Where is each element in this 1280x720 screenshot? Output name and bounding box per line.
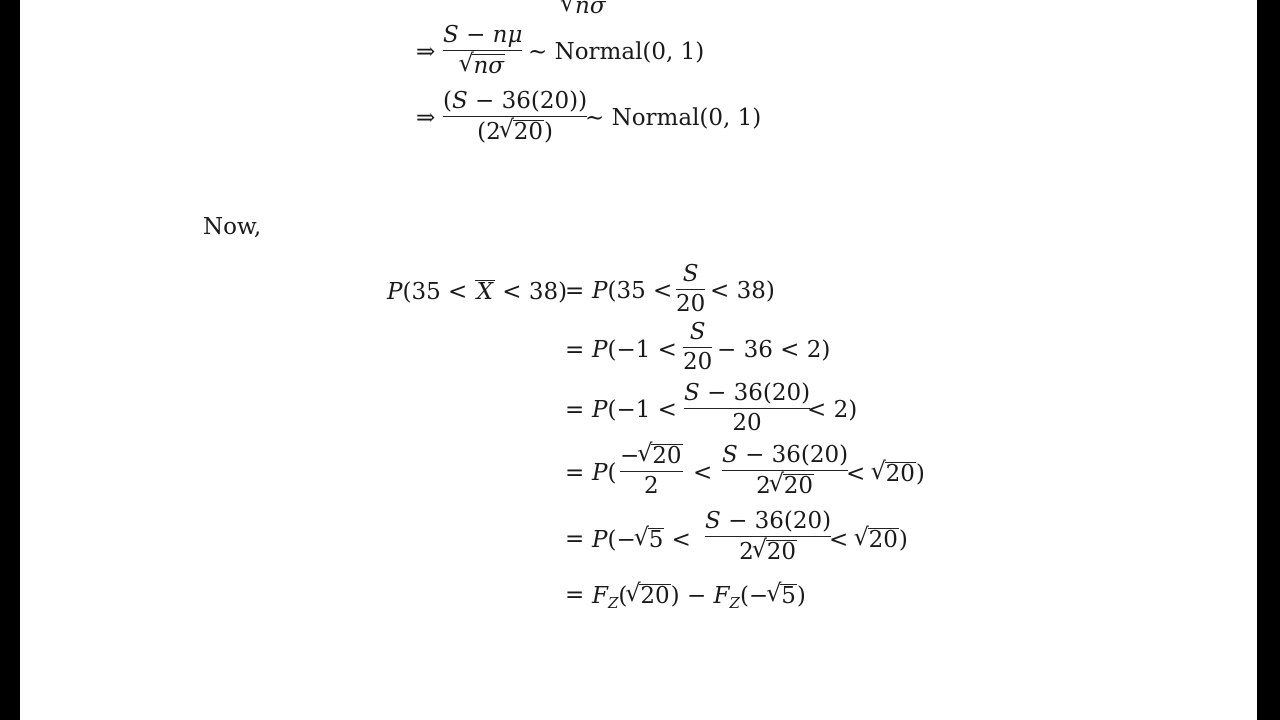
- numerator: −√ 20: [620, 444, 683, 468]
- fraction-bar: [705, 536, 831, 537]
- numerator: S − 36(20): [684, 380, 811, 406]
- step-1-equals: =: [565, 278, 585, 304]
- partial-denominator: √ nσ: [562, 0, 607, 18]
- step-3-pre: P(−1 <: [592, 397, 677, 423]
- fraction-bar: [676, 289, 705, 290]
- implies-arrow-1: ⇒: [416, 39, 436, 65]
- step-6-equals: =: [565, 582, 585, 608]
- step-2-equals: =: [565, 337, 585, 363]
- normal-relation-1: ∼ Normal(0, 1): [528, 39, 705, 65]
- denominator: 2√ 20: [739, 540, 797, 564]
- denominator: 2√ 20: [756, 474, 814, 498]
- step-4-mid: <: [693, 460, 713, 486]
- fraction-bar: [620, 471, 683, 472]
- step-5-post: < √ 20): [829, 528, 908, 552]
- step-2-pre: P(−1 <: [592, 337, 677, 363]
- step-4-fraction-right: [722, 444, 848, 498]
- denominator: 20: [683, 349, 713, 375]
- numerator: S − 36(20): [705, 508, 832, 534]
- step-5-equals: =: [565, 526, 585, 552]
- step-1-fraction: [676, 263, 705, 316]
- step-4-fraction-left: [620, 444, 683, 498]
- denominator: (2√ 20): [477, 120, 553, 144]
- fraction-standardize-general: [443, 24, 522, 78]
- denominator: 20: [676, 291, 706, 317]
- denominator: 20: [732, 410, 762, 436]
- fraction-bar: [443, 116, 587, 117]
- step-1-post: < 38): [710, 278, 775, 304]
- fraction-standardize-specific: [443, 90, 587, 144]
- step-2-fraction: [683, 321, 712, 374]
- step-3-post: < 2): [807, 397, 858, 423]
- numerator: S: [682, 261, 699, 287]
- numerator: S: [689, 319, 706, 345]
- numerator: S − 36(20): [722, 442, 849, 468]
- step-4-pre: P(: [592, 460, 617, 486]
- step-3-fraction: [684, 382, 810, 435]
- fraction-bar: [443, 50, 522, 51]
- step-1-pre: P(35 <: [592, 278, 673, 304]
- numerator: S − nμ: [443, 22, 523, 48]
- normal-relation-2: ∼ Normal(0, 1): [585, 105, 762, 131]
- step-4-equals: =: [565, 460, 585, 486]
- step-5-fraction: [705, 510, 831, 564]
- step-6-expression: $F_Z(√$ $20) - F_Z(-√$ 5): [592, 584, 806, 611]
- fraction-bar: [683, 347, 712, 348]
- step-4-post: < √ 20): [846, 462, 925, 486]
- implies-arrow-2: ⇒: [416, 105, 436, 131]
- derivation-lhs: P(35 < X < 38): [387, 279, 568, 305]
- fraction-bar: [722, 470, 848, 471]
- now-label: Now,: [203, 214, 262, 240]
- denominator: √ nσ: [460, 54, 505, 78]
- step-5-pre: P(−√ 5 <: [592, 528, 691, 552]
- step-3-equals: =: [565, 397, 585, 423]
- denominator: 2: [643, 473, 659, 499]
- numerator: (S − 36(20)): [443, 88, 588, 114]
- fraction-bar: [684, 408, 810, 409]
- document-page: [20, 0, 1257, 720]
- step-2-post: − 36 < 2): [717, 337, 831, 363]
